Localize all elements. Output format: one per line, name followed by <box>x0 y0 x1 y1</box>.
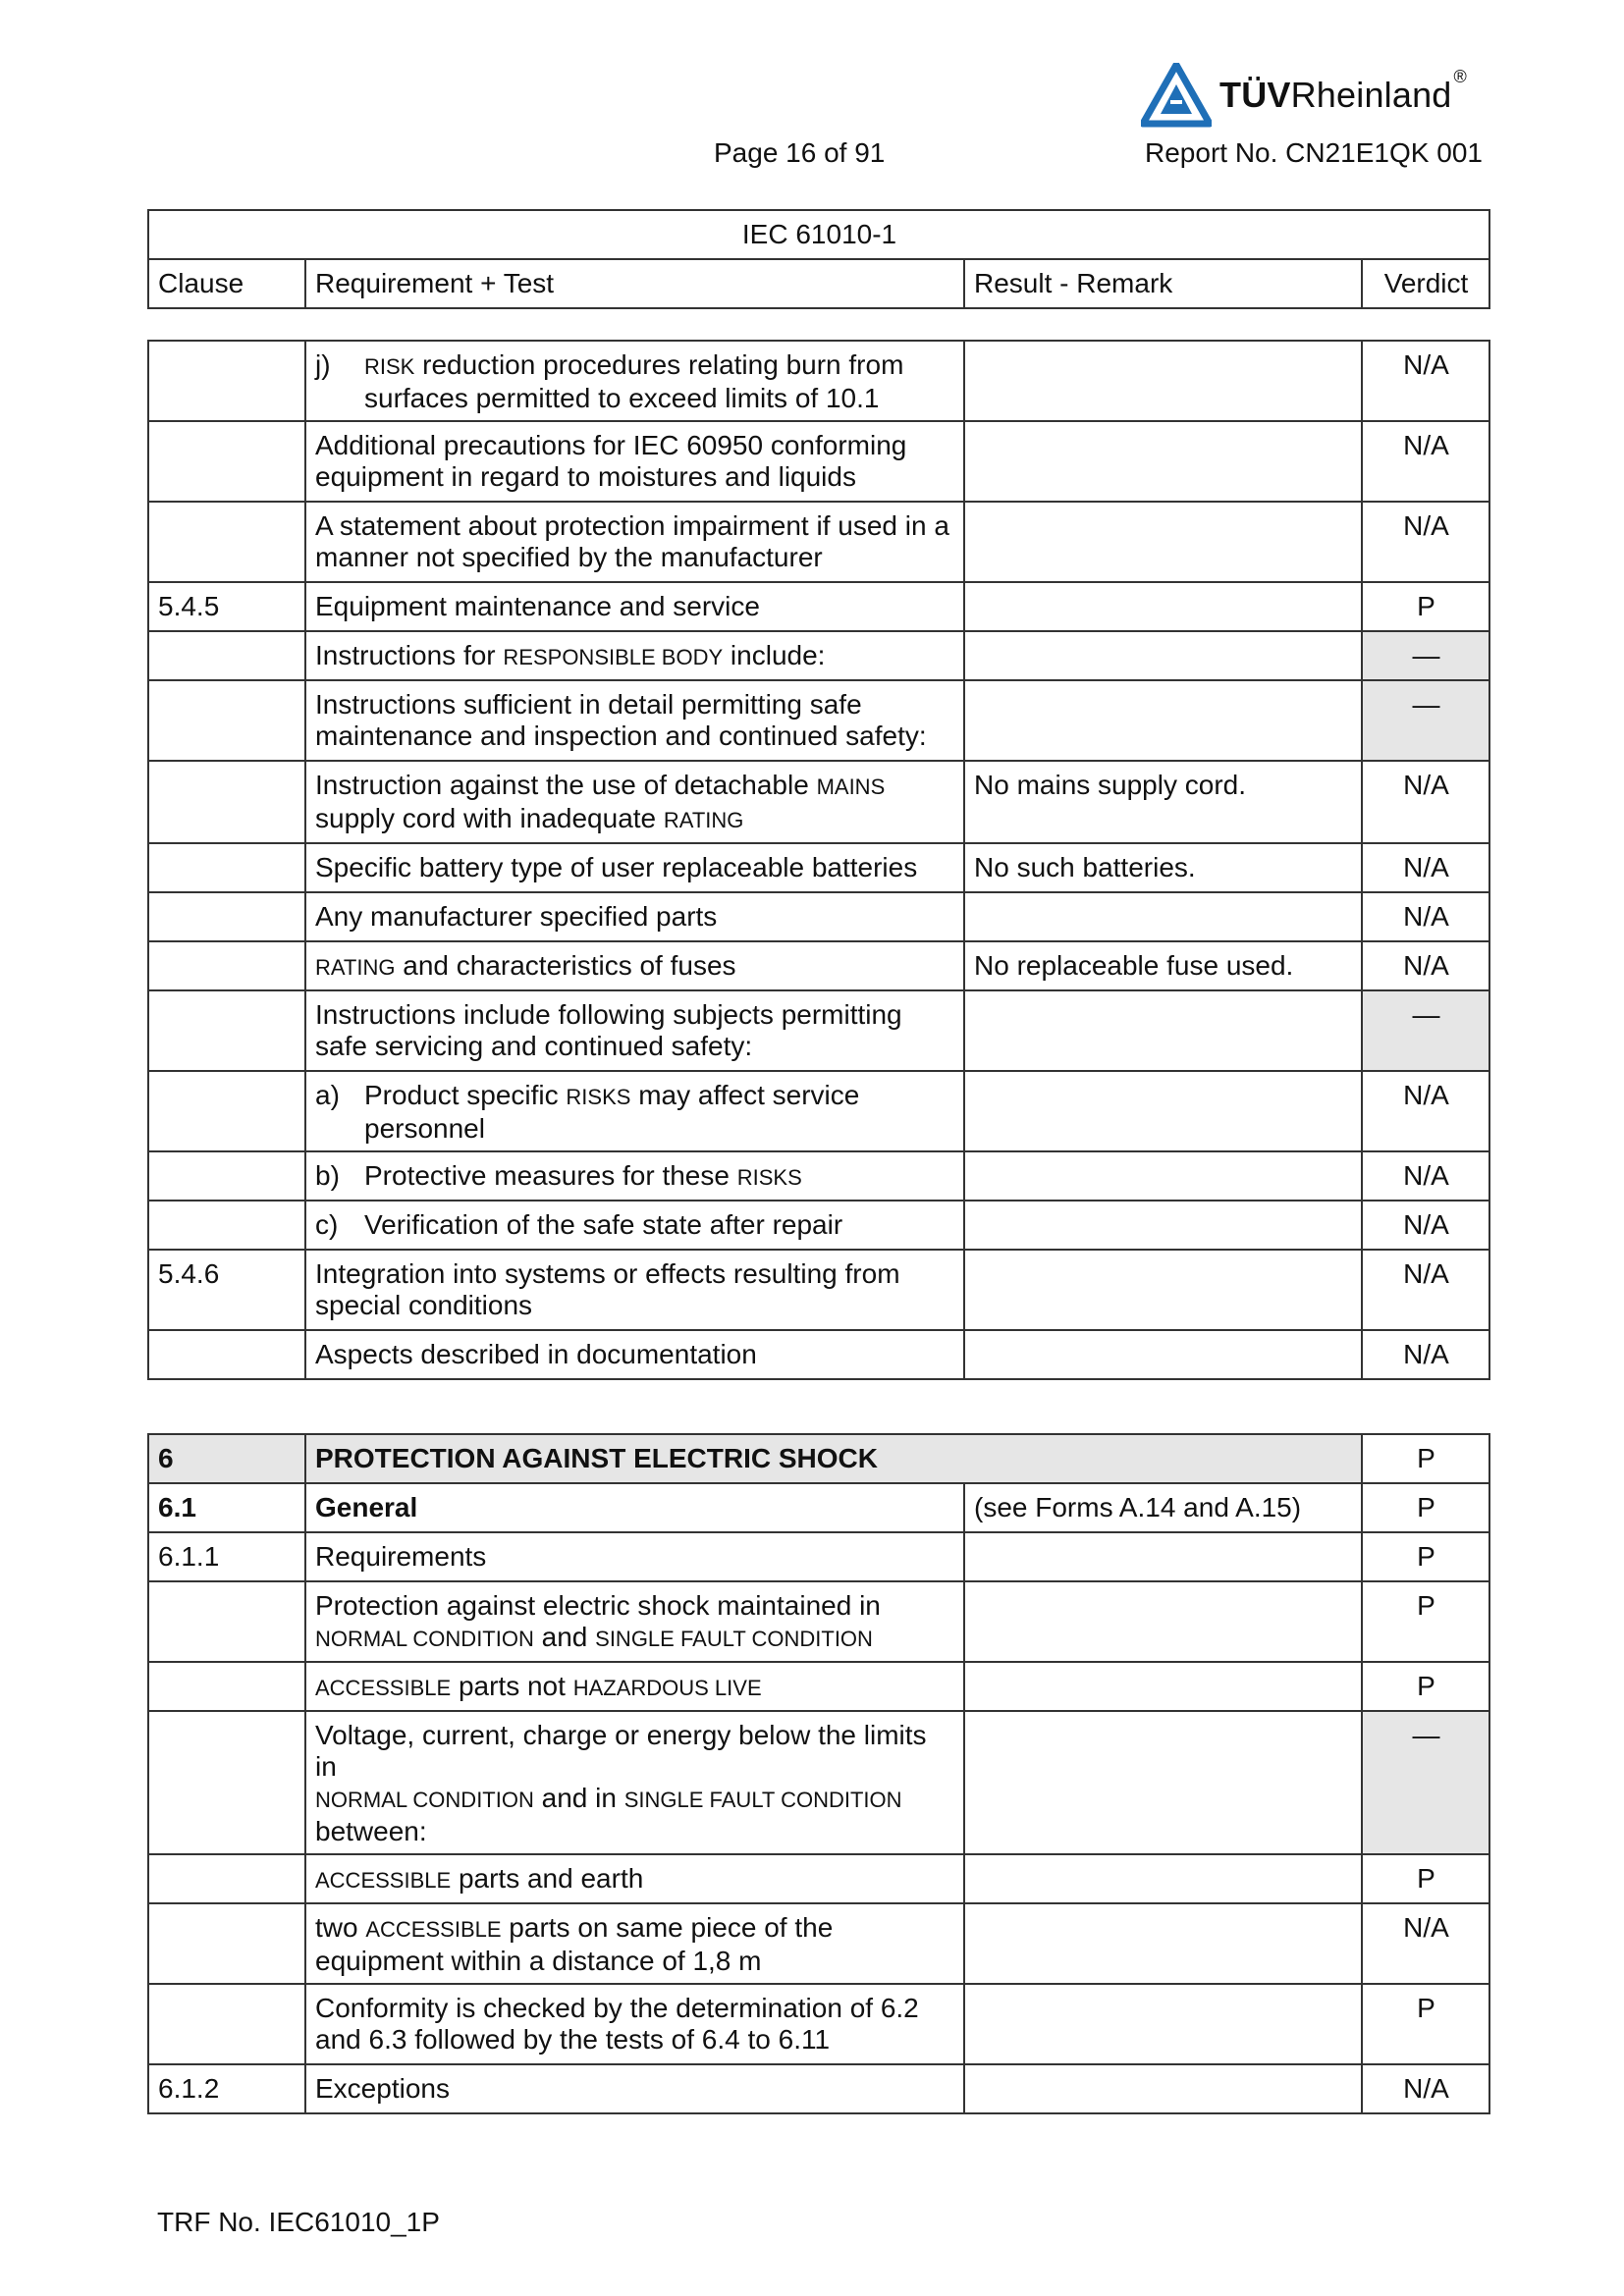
requirement-cell: Voltage, current, charge or energy below the limits in NORMAL CONDITION and in SINGLE FAULT CONDITION between: <box>305 1711 964 1854</box>
requirement-cell: Any manufacturer specified parts <box>305 892 964 941</box>
requirement-cell: Requirements <box>305 1532 964 1581</box>
clause-6-table <box>147 1433 1490 2114</box>
clause-cell <box>148 1662 305 1711</box>
tuv-rheinland-logo <box>1141 61 1494 130</box>
table-row <box>148 1903 1489 1984</box>
verdict-cell: P <box>1362 582 1489 631</box>
requirement-cell: Instructions for RESPONSIBLE BODY include: <box>305 631 964 680</box>
clause-cell <box>148 1984 305 2064</box>
clause-cell <box>148 1330 305 1379</box>
verdict-cell: P <box>1362 1854 1489 1903</box>
result-cell <box>964 631 1362 680</box>
result-cell <box>964 1581 1362 1662</box>
result-cell <box>964 1984 1362 2064</box>
result-cell: No such batteries. <box>964 843 1362 892</box>
clause-cell <box>148 1071 305 1151</box>
clause-cell <box>148 892 305 941</box>
table-row <box>148 1711 1489 1854</box>
table-row <box>148 1483 1489 1532</box>
clause-cell <box>148 421 305 502</box>
result-cell <box>964 341 1362 421</box>
clause-cell <box>148 761 305 843</box>
clause-cell: 6.1.1 <box>148 1532 305 1581</box>
table-row <box>148 1151 1489 1201</box>
verdict-cell: — <box>1362 680 1489 761</box>
col-verdict-header: Verdict <box>1362 259 1489 308</box>
verdict-cell: P <box>1362 1483 1489 1532</box>
page-number: Page 16 of 91 <box>714 137 886 168</box>
clause-cell <box>148 843 305 892</box>
table-row <box>148 941 1489 990</box>
clause-cell <box>148 1581 305 1662</box>
standard-title: IEC 61010-1 <box>148 210 1489 259</box>
brand-name: TÜVRheinland ® <box>1219 67 1468 115</box>
verdict-cell: N/A <box>1362 1071 1489 1151</box>
requirement-cell: j) RISK reduction procedures relating burn from surfaces permitted to exceed limits of 10.1 <box>305 341 964 421</box>
table-row <box>148 1581 1489 1662</box>
result-cell: No replaceable fuse used. <box>964 941 1362 990</box>
result-cell <box>964 2064 1362 2113</box>
result-cell <box>964 1662 1362 1711</box>
clause-cell <box>148 1151 305 1201</box>
table-row <box>148 2064 1489 2113</box>
requirement-cell: Exceptions <box>305 2064 964 2113</box>
verdict-cell: P <box>1362 1984 1489 2064</box>
table-row <box>148 761 1489 843</box>
clause-cell <box>148 631 305 680</box>
verdict-cell: P <box>1362 1662 1489 1711</box>
requirement-cell: ACCESSIBLE parts not HAZARDOUS LIVE <box>305 1662 964 1711</box>
result-cell <box>964 1151 1362 1201</box>
verdict-cell: N/A <box>1362 341 1489 421</box>
clause-cell <box>148 1854 305 1903</box>
clause-cell <box>148 1201 305 1250</box>
table-row <box>148 843 1489 892</box>
verdict-cell: P <box>1362 1434 1489 1483</box>
verdict-cell: P <box>1362 1581 1489 1662</box>
standard-header-table <box>147 209 1490 309</box>
table-row <box>148 1854 1489 1903</box>
col-result-header: Result - Remark <box>964 259 1362 308</box>
requirement-cell: a) Product specific RISKS may affect service personnel <box>305 1071 964 1151</box>
section-heading-row <box>148 1434 1489 1483</box>
clause-cell: 5.4.5 <box>148 582 305 631</box>
result-cell <box>964 1330 1362 1379</box>
table-row <box>148 502 1489 582</box>
clause-cell: 6 <box>148 1434 305 1483</box>
requirement-cell: General <box>305 1483 964 1532</box>
requirement-cell: b) Protective measures for these RISKS <box>305 1151 964 1201</box>
result-cell <box>964 421 1362 502</box>
table-row <box>148 1984 1489 2064</box>
verdict-cell: N/A <box>1362 1151 1489 1201</box>
requirement-cell: Integration into systems or effects resulting from special conditions <box>305 1250 964 1330</box>
verdict-cell: N/A <box>1362 843 1489 892</box>
clause-cell <box>148 941 305 990</box>
tuv-triangle-logo-icon <box>1141 63 1212 128</box>
requirement-cell: Additional precautions for IEC 60950 conforming equipment in regard to moistures and liquids <box>305 421 964 502</box>
result-cell <box>964 990 1362 1071</box>
table-row <box>148 892 1489 941</box>
requirement-cell: two ACCESSIBLE parts on same piece of the equipment within a distance of 1,8 m <box>305 1903 964 1984</box>
table-row <box>148 680 1489 761</box>
verdict-cell: N/A <box>1362 892 1489 941</box>
table-row <box>148 1201 1489 1250</box>
table-row <box>148 1071 1489 1151</box>
table-row <box>148 1662 1489 1711</box>
result-cell <box>964 502 1362 582</box>
table-row <box>148 1250 1489 1330</box>
requirement-cell: Instruction against the use of detachable MAINS supply cord with inadequate RATING <box>305 761 964 843</box>
verdict-cell: N/A <box>1362 1903 1489 1984</box>
verdict-cell: N/A <box>1362 1250 1489 1330</box>
requirement-cell: Conformity is checked by the determination of 6.2 and 6.3 followed by the tests of 6.4 to 6.11 <box>305 1984 964 2064</box>
verdict-cell: N/A <box>1362 502 1489 582</box>
requirement-cell: Instructions sufficient in detail permitting safe maintenance and inspection and continued safety: <box>305 680 964 761</box>
clause-cell <box>148 680 305 761</box>
table-row <box>148 341 1489 421</box>
verdict-cell: N/A <box>1362 421 1489 502</box>
table-row <box>148 582 1489 631</box>
requirement-cell: Protection against electric shock maintained in NORMAL CONDITION and SINGLE FAULT CONDITION <box>305 1581 964 1662</box>
result-cell: No mains supply cord. <box>964 761 1362 843</box>
requirement-cell: ACCESSIBLE parts and earth <box>305 1854 964 1903</box>
verdict-cell: P <box>1362 1532 1489 1581</box>
clause-cell <box>148 1711 305 1854</box>
col-clause-header: Clause <box>148 259 305 308</box>
report-number: Report No. CN21E1QK 001 <box>1145 137 1483 168</box>
result-cell <box>964 1071 1362 1151</box>
clause-cell: 6.1 <box>148 1483 305 1532</box>
clause-cell: 5.4.6 <box>148 1250 305 1330</box>
requirement-cell: A statement about protection impairment if used in a manner not specified by the manufacturer <box>305 502 964 582</box>
requirement-cell: Equipment maintenance and service <box>305 582 964 631</box>
result-cell <box>964 1532 1362 1581</box>
result-cell <box>964 1854 1362 1903</box>
result-cell <box>964 582 1362 631</box>
table-row <box>148 421 1489 502</box>
verdict-cell: N/A <box>1362 1330 1489 1379</box>
verdict-cell: N/A <box>1362 1201 1489 1250</box>
result-cell <box>964 1250 1362 1330</box>
clause-5-4-table <box>147 340 1490 1380</box>
clause-cell: 6.1.2 <box>148 2064 305 2113</box>
requirement-cell: Specific battery type of user replaceable batteries <box>305 843 964 892</box>
verdict-cell: — <box>1362 990 1489 1071</box>
clause-cell <box>148 341 305 421</box>
table-row <box>148 631 1489 680</box>
section-title: PROTECTION AGAINST ELECTRIC SHOCK <box>305 1434 1362 1483</box>
col-requirement-header: Requirement + Test <box>305 259 964 308</box>
clause-cell <box>148 1903 305 1984</box>
result-cell <box>964 1201 1362 1250</box>
result-cell <box>964 1711 1362 1854</box>
result-cell <box>964 680 1362 761</box>
table-row <box>148 1532 1489 1581</box>
table-row <box>148 990 1489 1071</box>
requirement-cell: c) Verification of the safe state after repair <box>305 1201 964 1250</box>
result-cell <box>964 1903 1362 1984</box>
clause-cell <box>148 502 305 582</box>
requirement-cell: RATING and characteristics of fuses <box>305 941 964 990</box>
verdict-cell: N/A <box>1362 2064 1489 2113</box>
verdict-cell: — <box>1362 1711 1489 1854</box>
trf-number: TRF No. IEC61010_1P <box>157 2207 440 2237</box>
requirement-cell: Instructions include following subjects permitting safe servicing and continued safety: <box>305 990 964 1071</box>
result-cell <box>964 892 1362 941</box>
verdict-cell: N/A <box>1362 761 1489 843</box>
table-row <box>148 1330 1489 1379</box>
clause-cell <box>148 990 305 1071</box>
verdict-cell: — <box>1362 631 1489 680</box>
verdict-cell: N/A <box>1362 941 1489 990</box>
requirement-cell: Aspects described in documentation <box>305 1330 964 1379</box>
result-cell: (see Forms A.14 and A.15) <box>964 1483 1362 1532</box>
